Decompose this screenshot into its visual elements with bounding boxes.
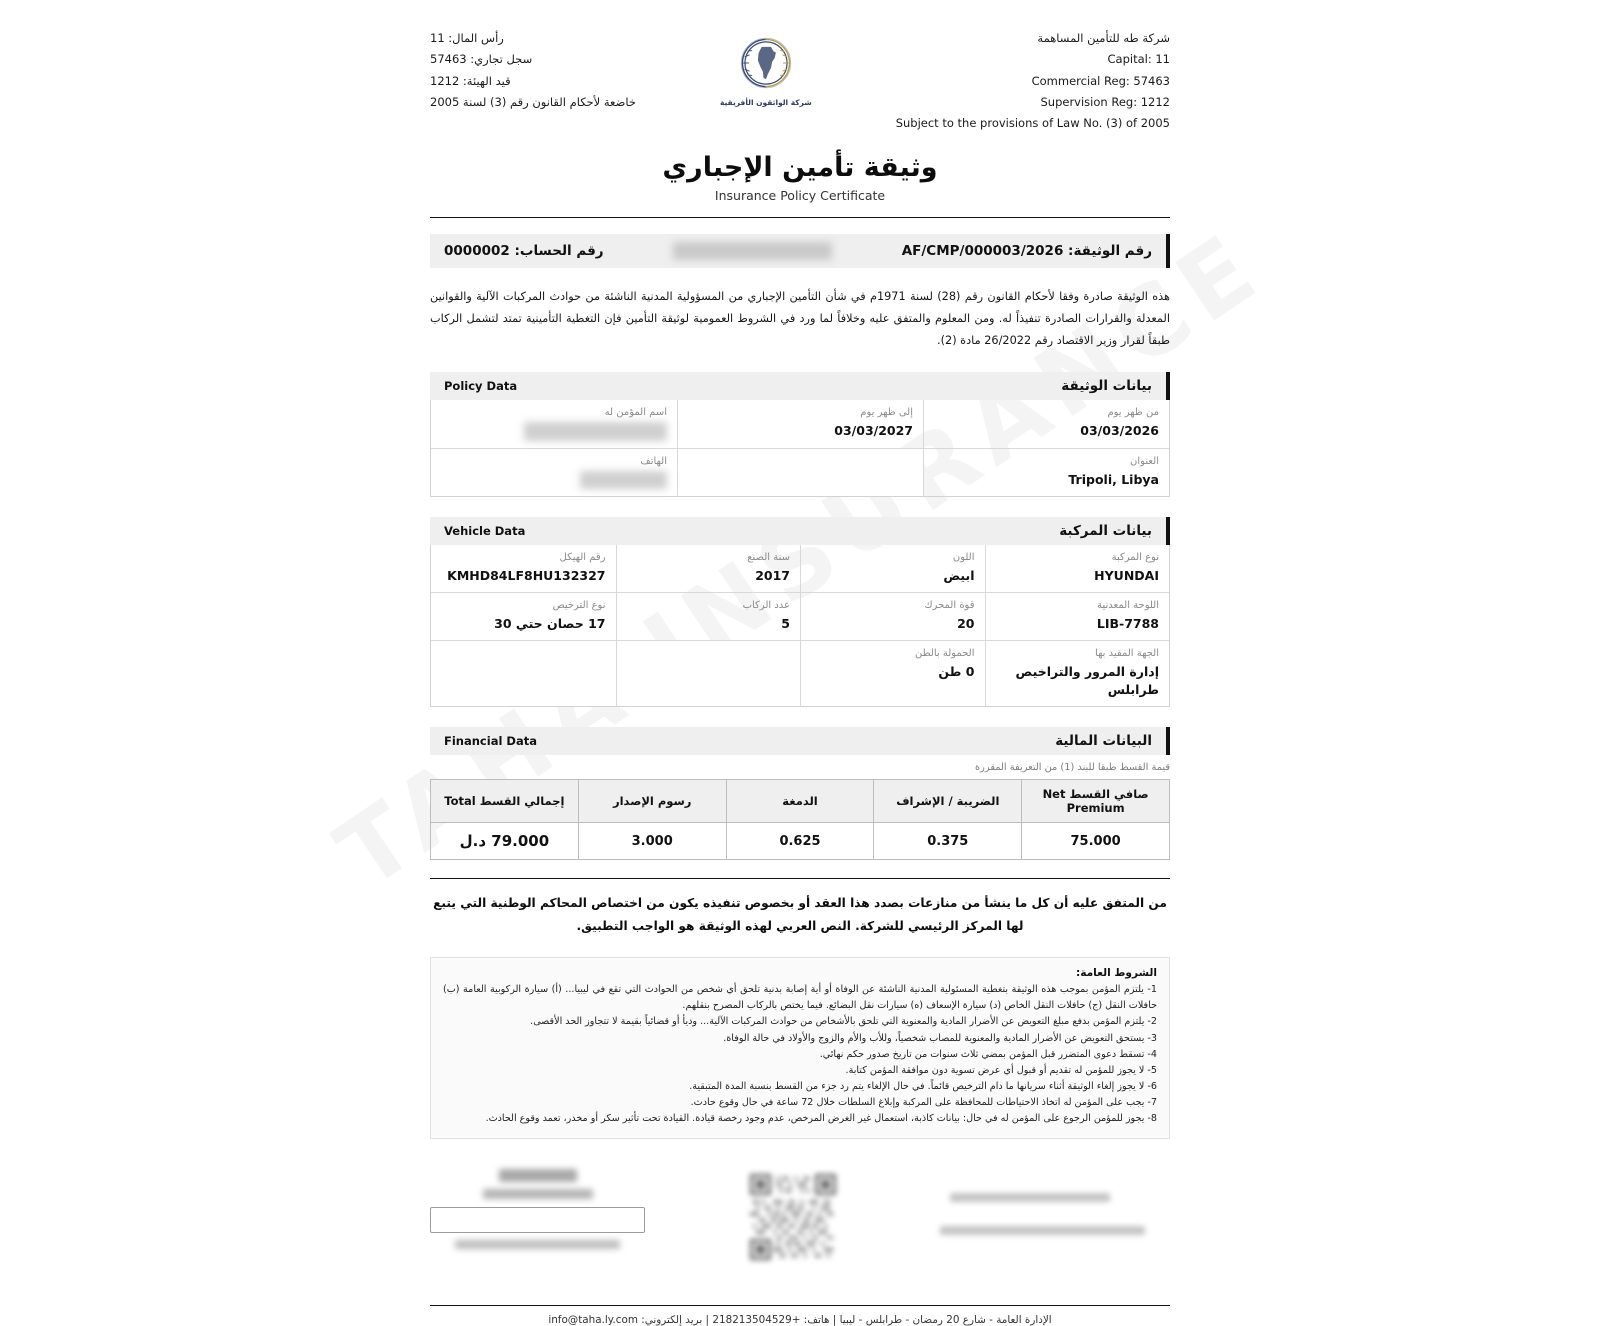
- financial-data-header: [430, 727, 1170, 755]
- policy-data-row-2: [431, 448, 1169, 496]
- field-passenger-count: [616, 592, 801, 640]
- financial-data-header-en: Financial Data: [444, 734, 537, 749]
- val-net-premium: 75.000: [1022, 823, 1170, 860]
- col-total: إجمالي القسط Total: [431, 780, 579, 823]
- field-spacer-3: [431, 640, 616, 706]
- field-to-date-value: 03/03/2027: [834, 423, 913, 439]
- account-number-label: رقم الحساب:: [514, 243, 604, 260]
- condition-item: 6- لا يجوز إلغاء الوثيقة أثناء سريانها ما دام الترخيص قائماً. في حال الإلغاء يتم رد جزء من القسط بنسبة المدة المتبقية.: [689, 1080, 1157, 1092]
- vehicle-data-section: [430, 517, 1170, 708]
- vehicle-data-row-2: [431, 592, 1169, 640]
- field-engine-power-value: 20: [957, 615, 975, 631]
- field-vehicle-year-label: سنة الصنع: [747, 551, 790, 563]
- field-vehicle-year: [616, 545, 801, 592]
- field-load-tons-value: 0 طن: [938, 663, 975, 679]
- financial-table-value-row: [431, 823, 1170, 860]
- field-vehicle-color: [800, 545, 985, 592]
- financial-table-header-row: [431, 780, 1170, 823]
- condition-item: 2- يلتزم المؤمن بدفع مبلغ التعويض عن الأضرار المادية والمعنوية التي تلحق بالأشخاص من حوادث المركبات الآلية... وديأ أو قضائياً بقيمة لا تتجاوز الحد الأقصى.: [530, 1016, 1157, 1028]
- field-spacer-2: [616, 640, 801, 706]
- company-logo: [710, 28, 822, 107]
- policy-number-bar: [430, 234, 1170, 268]
- field-from-date-label: من ظهر يوم: [1107, 407, 1159, 419]
- field-vehicle-color-value: ابيض: [943, 567, 975, 583]
- document-header: [0, 0, 1600, 134]
- field-passenger-count-label: عدد الركاب: [742, 599, 790, 611]
- field-plate-number: [985, 592, 1170, 640]
- logo-caption: شركة الواثقون الأفريقية: [719, 98, 812, 107]
- condition-item: 5- لا يجوز للمؤمن له تقديم أو قبول أي عرض تسوية دون موافقة المؤمن كتابة.: [845, 1064, 1157, 1076]
- val-stamp: 0.625: [726, 823, 874, 860]
- condition-item: 4- تسقط دعوى المتضرر قبل المؤمن بمضي ثلاث سنوات من تاريخ صدور حكم نهائي.: [819, 1048, 1157, 1060]
- field-to-date-label: إلى ظهر يوم: [860, 407, 913, 419]
- company-name-ar: شركة طه للتأمين المساهمة: [1037, 31, 1170, 45]
- financial-table: [430, 779, 1170, 860]
- field-load-tons-label: الحمولة بالطن: [914, 647, 975, 659]
- field-phone-label: الهاتف: [640, 455, 667, 467]
- legal-intro-paragraph: هذه الوثيقة صادرة وفقا لأحكام القانون رقم (28) لسنة 1971م في شأن التأمين الإجباري من المسؤولية المدنية الناشئة من حوادث المركبات الآلية والقوانين المعدلة والقرارات الصادرة تنفيذاً له. ومن المعلوم والمتفق عليه وخلافاً لما ورد في الشروط العمومية لوثيقة التأمين فإن التغطية التأمينية تمتد لتشمل الركاب طبقاً لقرار وزير الاقتصاد رقم 26/2022 مادة (2).: [430, 290, 1170, 348]
- field-vehicle-type-value: HYUNDAI: [1094, 567, 1159, 583]
- company-info-arabic: [896, 28, 1170, 134]
- field-license-type: [431, 592, 616, 640]
- col-tax-supervision: الضريبة / الإشراف: [874, 780, 1022, 823]
- policy-number: [902, 243, 1152, 259]
- vehicle-data-header-en: Vehicle Data: [444, 523, 526, 538]
- field-vehicle-year-value: 2017: [755, 567, 790, 583]
- company-law-en: Subject to the provisions of Law No. (3) of 2005: [895, 116, 1170, 131]
- field-engine-power-label: قوة المحرك: [924, 599, 975, 611]
- field-insured-name-label: اسم المؤمن له: [604, 407, 667, 419]
- field-vehicle-color-label: اللون: [952, 551, 975, 563]
- field-from-date: [923, 400, 1169, 447]
- field-from-date-value: 03/03/2026: [1080, 423, 1159, 439]
- field-address: [923, 448, 1169, 496]
- vehicle-data-row-3: [431, 640, 1169, 706]
- field-chassis-number-label: رقم الهيكل: [559, 551, 606, 563]
- financial-note: قيمة القسط طبقا للبند (1) من التعريفة المقررة: [975, 762, 1170, 774]
- condition-item: 1- يلتزم المؤمن بموجب هذه الوثيقة بتغطية المسئولية المدنية الناشئة عن الوفاة أو أية إصابة بدنية تلحق أي شخص من الحوادث التي تقع في ليبيا... (أ) سيارة الركوبية العامة (ب) حافلات النقل (ج) حافلات النقل الخاص (د) سيارة الإسعاف (ه) سيارات نقل البضائع. فيما يختص بالركاب المصرح بنقلهم.: [443, 984, 1157, 1012]
- policy-data-section: [430, 372, 1170, 496]
- policy-number-label: رقم الوثيقة:: [1068, 243, 1152, 260]
- vehicle-data-header: [430, 517, 1170, 545]
- col-issue-fees: رسوم الإصدار: [578, 780, 726, 823]
- field-address-value: Tripoli, Libya: [1068, 471, 1159, 487]
- col-stamp: الدمغة: [726, 780, 874, 823]
- redacted-holder-name: [673, 242, 832, 260]
- policy-data-row-1: [431, 400, 1169, 447]
- policy-data-header: [430, 372, 1170, 400]
- condition-item: 3- يستحق التعويض عن الأضرار المادية والمعنوية للمصاب شخصياً، وللأب والأم والزوج والأولاد في حالة الوفاة.: [723, 1032, 1157, 1044]
- field-address-label: العنوان: [1130, 455, 1159, 467]
- policy-data-grid: [430, 400, 1170, 496]
- field-registered-authority-label: الجهة المقيد بها: [1095, 647, 1159, 659]
- financial-data-header-ar: البيانات المالية: [1055, 733, 1152, 750]
- policy-data-header-ar: بيانات الوثيقة: [1061, 378, 1152, 395]
- policy-data-header-en: Policy Data: [444, 379, 518, 394]
- redacted-signature-block: [430, 1161, 645, 1249]
- company-law-ar: خاضعة لأحكام القانون رقم (3) لسنة 2005: [430, 94, 636, 109]
- field-registered-authority-value: إدارة المرور والتراخيص طرابلس: [1015, 663, 1159, 697]
- signature-caption: [455, 1240, 620, 1249]
- policy-number-value: AF/CMP/000003/2026: [901, 243, 1064, 260]
- vehicle-data-row-1: [431, 545, 1169, 592]
- condition-item: 7- يجب على المؤمن له اتخاذ الاحتياطات للمحافظة على المركبة وإبلاغ السلطات خلال 72 ساعة في حال وقوع حادث.: [690, 1097, 1157, 1109]
- field-engine-power: [800, 592, 985, 640]
- footer-contact: الإدارة العامة - شارع 20 رمضان - طرابلس - ليبيا | هاتف: +218213504529 | بريد إلكتروني: info@taha.ly.com: [548, 1314, 1052, 1326]
- field-vehicle-type-label: نوع المركبة: [1111, 551, 1159, 563]
- field-phone: [431, 448, 677, 496]
- account-number: [444, 243, 604, 259]
- field-insured-name: [431, 400, 677, 447]
- financial-data-section: [430, 727, 1170, 860]
- signature-and-qr-strip: [430, 1161, 1170, 1291]
- field-load-tons: [800, 640, 985, 706]
- field-vehicle-type: [985, 545, 1170, 592]
- africa-wreath-logo-icon: [735, 32, 797, 94]
- signature-label-2: [483, 1189, 593, 1199]
- val-total: 79.000 د.ل: [431, 823, 579, 860]
- field-license-type-label: نوع الترخيص: [552, 599, 606, 611]
- company-supervision-reg-ar: قيد الهيئة: 1212: [430, 73, 511, 88]
- footer-divider: [430, 1305, 1170, 1306]
- jurisdiction-notice: من المتفق عليه أن كل ما ينشأ من منازعات بصدد هذا العقد أو بخصوص تنفيذه يكون من اختصاص المحاكم الوطنية التي يتبع لها المركز الرئيسي للشركة. النص العربي لهذه الوثيقة هو الواجب التطبيق.: [433, 896, 1167, 933]
- stamp-line-2: [940, 1226, 1145, 1235]
- field-license-type-value: 17 حصان حتي 30: [494, 615, 606, 631]
- stamp-line-1: [950, 1193, 1110, 1202]
- company-supervision-reg-en: Supervision Reg: 1212: [1040, 94, 1170, 109]
- signature-label-1: [499, 1169, 577, 1182]
- page-title: [0, 152, 1600, 203]
- general-conditions-box: [430, 957, 1170, 1139]
- val-tax-supervision: 0.375: [874, 823, 1022, 860]
- page-title-english: Insurance Policy Certificate: [714, 188, 886, 204]
- company-commercial-reg-ar: سجل تجاري: 57463: [430, 52, 533, 67]
- page-title-arabic: وثيقة تأمين الإجباري: [662, 152, 938, 184]
- notice-divider: [430, 878, 1170, 879]
- company-capital-en: Capital: 11: [1107, 52, 1170, 67]
- condition-item: 8- يجوز للمؤمن الرجوع على المؤمن له في حال: بيانات كاذبة، استعمال غير الغرض المرخص، عدم وجود رخصة قيادة. القيادة تحت تأثير سكر أو مخدر، تعمد وقوع الحادث.: [485, 1113, 1157, 1125]
- vehicle-data-header-ar: بيانات المركبة: [1059, 522, 1152, 539]
- field-chassis-number: [431, 545, 616, 592]
- signature-field[interactable]: [430, 1207, 645, 1233]
- qr-code-icon[interactable]: [750, 1161, 836, 1273]
- title-divider: [430, 217, 1170, 218]
- field-chassis-number-value: KMHD84LF8HU132327: [447, 567, 606, 583]
- account-number-value: 0000002: [444, 243, 510, 260]
- field-to-date: [677, 400, 923, 447]
- field-phone-value: [580, 471, 667, 489]
- general-conditions-title: الشروط العامة:: [1075, 967, 1157, 980]
- vehicle-data-grid: [430, 545, 1170, 708]
- field-spacer: [677, 448, 923, 496]
- field-passenger-count-value: 5: [781, 615, 790, 631]
- field-plate-number-label: اللوحة المعدنية: [1097, 599, 1159, 611]
- val-issue-fees: 3.000: [578, 823, 726, 860]
- col-net-premium: صافي القسط Net Premium: [1022, 780, 1170, 823]
- company-capital-ar: رأس المال: 11: [430, 31, 504, 45]
- redacted-stamp-block: [940, 1161, 1170, 1259]
- field-registered-authority: [985, 640, 1170, 706]
- company-commercial-reg-en: Commercial Reg: 57463: [1031, 73, 1170, 88]
- company-info-registration: [430, 28, 636, 113]
- field-insured-name-value: [524, 422, 667, 440]
- field-plate-number-value: LIB-7788: [1096, 615, 1159, 631]
